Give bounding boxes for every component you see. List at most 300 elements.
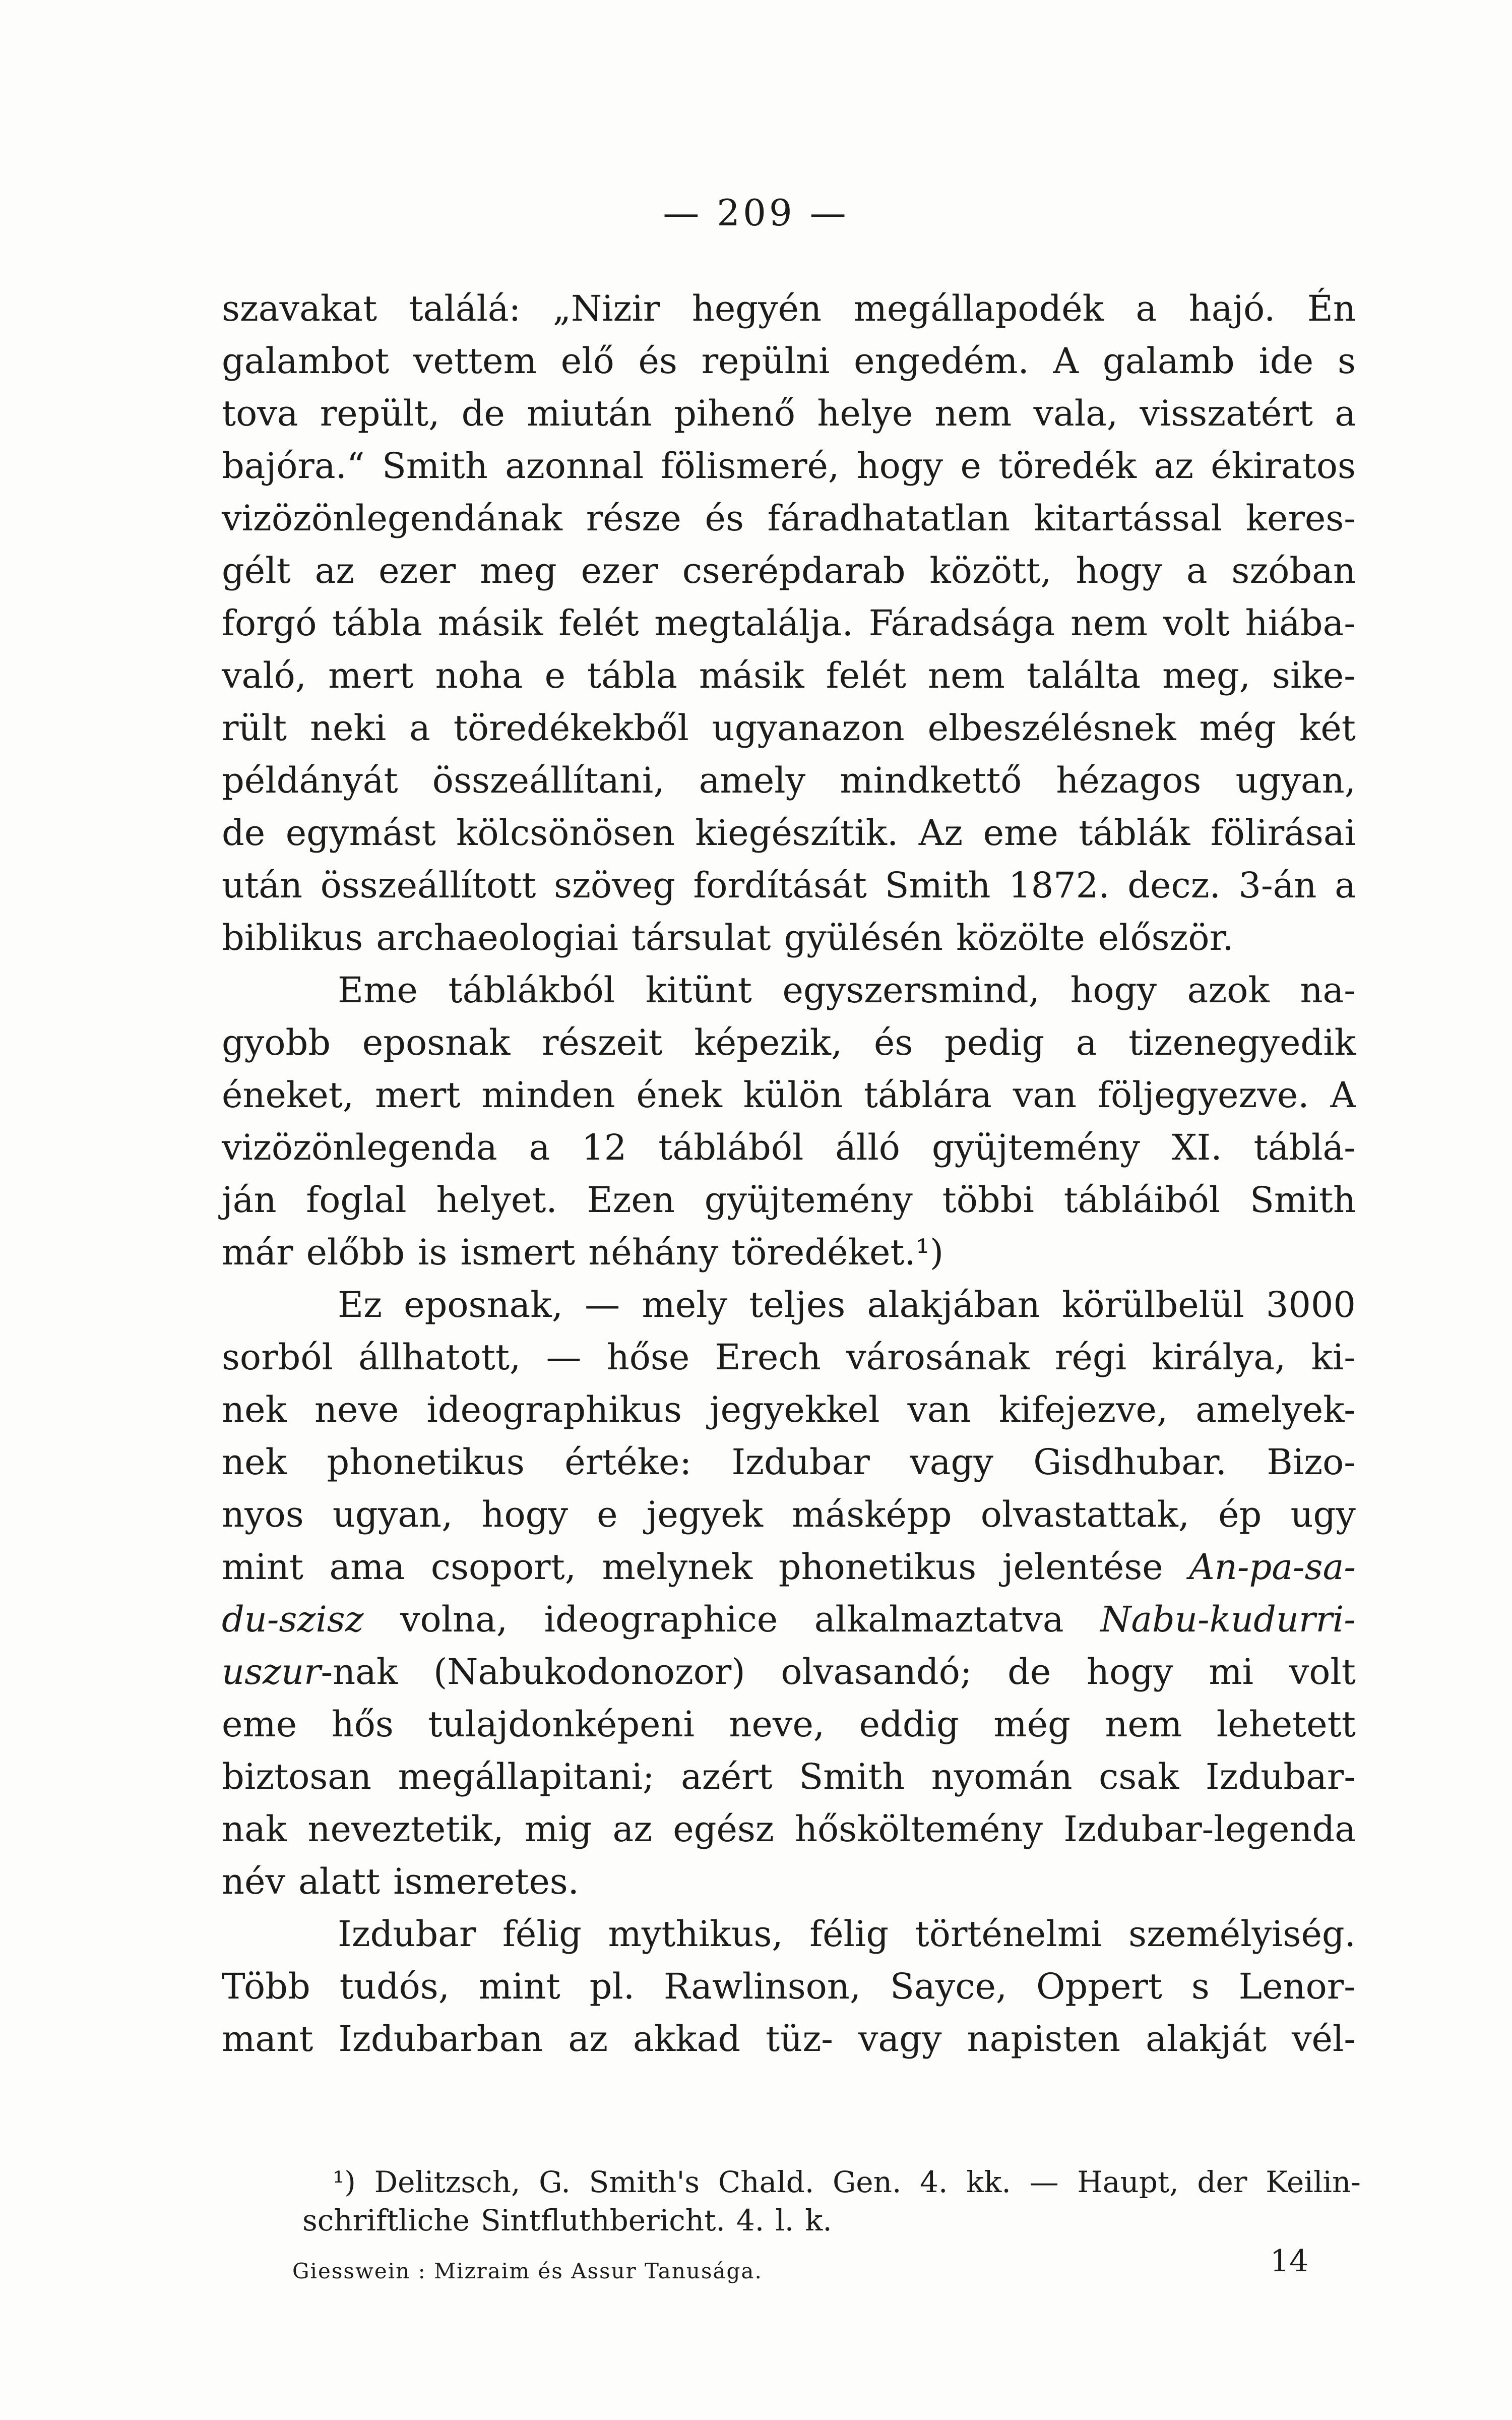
word: megtalálja. — [654, 602, 853, 644]
word: mely — [642, 1284, 728, 1325]
word: lehetett — [1216, 1704, 1356, 1745]
word: teljes — [749, 1284, 846, 1325]
word: — — [585, 1284, 620, 1325]
word: kk. — [966, 2165, 1011, 2199]
word: kitartással — [1033, 498, 1222, 539]
word: az — [568, 2018, 608, 2060]
word: és — [873, 1022, 913, 1063]
word: vettem — [413, 340, 537, 382]
word: hajó. — [1188, 288, 1276, 329]
word: Bizo- — [1267, 1441, 1356, 1483]
word: egész — [673, 1808, 774, 1850]
word: az — [1154, 445, 1193, 487]
word: Az — [918, 812, 963, 854]
word: G. — [539, 2165, 571, 2199]
word: A — [1330, 1074, 1356, 1116]
word: eposnak — [362, 1022, 511, 1063]
text-line — [222, 492, 1356, 544]
word: összeállított — [320, 865, 536, 906]
word: Smith — [382, 445, 488, 487]
word: hézagos — [1056, 760, 1202, 801]
word: szavakat — [222, 288, 377, 329]
word: azok — [1187, 970, 1270, 1011]
text-line — [222, 1908, 1356, 1960]
word: nak — [222, 1808, 287, 1850]
word: képezik, — [694, 1022, 843, 1063]
word: vél- — [1291, 2018, 1356, 2060]
word: minden — [481, 1074, 615, 1116]
text-line — [222, 335, 1356, 387]
word: azért — [681, 1756, 773, 1797]
text-line — [222, 859, 1356, 912]
text-line — [222, 1803, 1356, 1855]
word: kifejezve, — [998, 1389, 1168, 1430]
word: fölismeré, — [661, 445, 840, 487]
word: Eme — [338, 970, 418, 1011]
word: ama — [329, 1546, 405, 1588]
word: másképp — [792, 1494, 952, 1535]
word: másik — [437, 602, 543, 644]
word: galambot — [222, 340, 390, 382]
text-line — [222, 1698, 1356, 1750]
text-line — [222, 440, 1356, 492]
word: Gen. — [832, 2165, 902, 2199]
word: vizözönlegendának — [222, 498, 562, 539]
word: nyos — [222, 1494, 304, 1535]
text-line — [222, 1541, 1356, 1593]
word: miután — [527, 393, 652, 434]
word: neveztetik, — [307, 1808, 504, 1850]
word: de — [222, 812, 266, 854]
word: név — [222, 1861, 286, 1902]
word: van — [1013, 1074, 1077, 1116]
word: tizenegyedik — [1128, 1022, 1356, 1063]
word: félig — [502, 1913, 582, 1955]
word: — — [1029, 2165, 1059, 2199]
word: mythikus, — [608, 1913, 783, 1955]
word: phonetikus — [778, 1546, 977, 1588]
word: nem — [1070, 602, 1148, 644]
text-line — [222, 544, 1356, 597]
word: decz. — [1127, 865, 1221, 906]
word: mert — [375, 1074, 461, 1116]
word: az — [314, 550, 355, 591]
word: találta — [1026, 655, 1141, 696]
word: Sintfluthbericht. — [480, 2203, 725, 2237]
word: bajóra.“ — [222, 445, 365, 487]
text-line — [222, 649, 1356, 702]
word: ideographikus — [426, 1389, 682, 1430]
word: társulat — [631, 917, 771, 958]
word: meg, — [1162, 655, 1251, 696]
word: nek — [222, 1441, 287, 1483]
word: a — [1136, 288, 1157, 329]
word: városának — [846, 1337, 1030, 1378]
word: elbeszélésnek — [927, 707, 1176, 749]
word: e — [544, 655, 565, 696]
word: előbb — [306, 1232, 405, 1273]
word: volna, — [400, 1599, 508, 1640]
word: a — [1186, 550, 1208, 591]
word: hogy — [1087, 1651, 1173, 1692]
word: töredékekből — [453, 707, 689, 749]
word: Ezen — [587, 1179, 675, 1221]
word: és — [705, 498, 744, 539]
text-line — [222, 1855, 1356, 1908]
word: először. — [1098, 917, 1234, 958]
word: e — [960, 445, 981, 487]
word: nek — [222, 1389, 287, 1430]
word: mint — [222, 1546, 303, 1588]
word: Haupt, — [1077, 2165, 1179, 2199]
word: másik — [699, 655, 804, 696]
word: schriftliche — [302, 2203, 470, 2237]
word: elő — [560, 340, 614, 382]
word: neve, — [729, 1704, 825, 1745]
word: egymást — [285, 812, 436, 854]
word: tova — [222, 393, 298, 434]
text-line — [222, 754, 1356, 807]
word: Izdubar — [731, 1441, 870, 1483]
word: Erech — [715, 1337, 821, 1378]
word: Delitzsch, — [374, 2165, 521, 2199]
text-line — [222, 1750, 1356, 1803]
word: forgó — [222, 602, 317, 644]
word: gyobb — [222, 1022, 331, 1063]
word: álló — [835, 1127, 900, 1168]
text-line — [222, 1279, 1356, 1331]
word: két — [1299, 707, 1356, 749]
word: hőse — [606, 1337, 690, 1378]
text-line — [222, 1436, 1356, 1488]
word: való, — [222, 655, 307, 696]
word: der — [1197, 2165, 1247, 2199]
word: engedém. — [854, 340, 1029, 382]
word: a — [409, 707, 430, 749]
word: hiába- — [1245, 602, 1356, 644]
text-line — [222, 1593, 1356, 1646]
word: mi — [1209, 1651, 1254, 1692]
word: még — [1199, 707, 1277, 749]
word: Ez — [338, 1284, 382, 1325]
word: mant — [222, 2018, 313, 2060]
word: 1872. — [1009, 865, 1110, 906]
word: Smith — [1249, 1179, 1356, 1221]
word: ezer — [379, 550, 456, 591]
word: állhatott, — [358, 1337, 521, 1378]
word: régi — [1055, 1337, 1127, 1378]
word: tulajdonképeni — [428, 1704, 695, 1745]
word: amelyek- — [1195, 1389, 1356, 1430]
word: cserépdarab — [682, 550, 906, 591]
word: Smith — [885, 865, 991, 906]
word: archaeologiai — [376, 917, 618, 958]
word: amely — [699, 760, 806, 801]
word: hogy — [481, 1494, 569, 1535]
word: ide — [1258, 340, 1314, 382]
word: felét — [826, 655, 906, 696]
word: foglal — [306, 1179, 407, 1221]
text-line — [222, 1016, 1356, 1069]
word: napisten — [967, 2018, 1121, 2060]
word: Oppert — [1036, 1966, 1162, 2007]
word: mint — [478, 1966, 560, 2007]
word: tüz- — [766, 2018, 833, 2060]
word: jelentése — [1002, 1546, 1163, 1588]
word: Smith's — [589, 2165, 700, 2199]
word: még — [993, 1704, 1070, 1745]
word: tábla — [587, 655, 677, 696]
word: sike- — [1272, 655, 1356, 696]
word: a — [1335, 393, 1356, 434]
word: sorból — [222, 1337, 333, 1378]
word: alatt — [298, 1861, 381, 1902]
word: csak — [1099, 1756, 1179, 1797]
text-line — [222, 2013, 1356, 2065]
word: de — [1007, 1651, 1051, 1692]
word: pedig — [944, 1022, 1045, 1063]
word: s — [1191, 1966, 1210, 2007]
text-line — [222, 597, 1356, 649]
word: 4. — [736, 2203, 765, 2237]
word: eposnak, — [404, 1284, 563, 1325]
word: gélt — [222, 550, 291, 591]
word: följegyezve. — [1098, 1074, 1309, 1116]
word: ép — [1218, 1494, 1262, 1535]
word: eddig — [859, 1704, 959, 1745]
word: nem — [927, 655, 1005, 696]
word: nyomán — [931, 1756, 1073, 1797]
word: többi — [942, 1179, 1034, 1221]
word: melynek — [602, 1546, 753, 1588]
word: hogy — [1076, 550, 1162, 591]
text-line — [222, 1331, 1356, 1383]
word: azonnal — [505, 445, 644, 487]
text-line — [222, 964, 1356, 1016]
word: A — [1053, 340, 1079, 382]
word: értéke: — [564, 1441, 692, 1483]
word: már — [222, 1232, 293, 1273]
word: alakját — [1146, 2018, 1267, 2060]
word: Én — [1307, 288, 1356, 329]
word: olvastattak, — [980, 1494, 1189, 1535]
word: éneket, — [222, 1074, 354, 1116]
text-line — [222, 1960, 1356, 2013]
word: 3-án — [1238, 865, 1317, 906]
word: között, — [929, 550, 1052, 591]
word: e — [597, 1494, 618, 1535]
word: külön — [743, 1074, 843, 1116]
word: fordítását — [693, 865, 867, 906]
word: gyüjtemény — [931, 1127, 1140, 1168]
word: (Nabukodonozor) — [433, 1651, 745, 1692]
word: példányát — [222, 760, 398, 801]
word: kiegészítik. — [695, 812, 899, 854]
word: alakjában — [867, 1284, 1040, 1325]
word: ugyan, — [332, 1494, 453, 1535]
text-line — [222, 282, 1356, 335]
word: van — [907, 1389, 971, 1430]
word: hős — [331, 1704, 394, 1745]
word: ugyan, — [1235, 760, 1356, 801]
word: vizözönlegenda — [222, 1127, 497, 1168]
word: szöveg — [554, 865, 675, 906]
word: neki — [309, 707, 387, 749]
word: hegyén — [691, 288, 822, 329]
word: Izdubar- — [1205, 1756, 1356, 1797]
text-line — [222, 1488, 1356, 1541]
word: jegyekkel — [709, 1389, 880, 1430]
footnote-line — [302, 2163, 1361, 2201]
word: ismert — [460, 1232, 576, 1273]
word: csoport, — [430, 1546, 576, 1588]
text-line — [222, 807, 1356, 859]
text-line — [222, 1174, 1356, 1226]
word: közölte — [956, 917, 1085, 958]
word: a — [1335, 865, 1356, 906]
word: ki- — [1311, 1337, 1356, 1378]
word: hogy — [856, 445, 943, 487]
text-line — [222, 1069, 1356, 1121]
word: pihenő — [674, 393, 796, 434]
word: az — [612, 1808, 653, 1850]
word: 3000 — [1266, 1284, 1356, 1325]
word: vagy — [858, 2018, 942, 2060]
word: hogy — [1070, 970, 1157, 1011]
word: Több — [222, 1966, 310, 2007]
word: visszatért — [1140, 393, 1313, 434]
signature-number: 14 — [1270, 2244, 1309, 2279]
word: biztosan — [222, 1756, 372, 1797]
word: Chald. — [718, 2165, 814, 2199]
word: néhány — [588, 1232, 719, 1273]
word: repülni — [701, 340, 830, 382]
word: töredék — [998, 445, 1137, 487]
word: neve — [314, 1389, 399, 1430]
word: hősköltemény — [794, 1808, 1043, 1850]
word: mert — [328, 655, 414, 696]
text-line — [222, 387, 1356, 440]
word: fölirásai — [1210, 812, 1356, 854]
text-line — [222, 702, 1356, 754]
word: de — [461, 393, 505, 434]
word: a — [529, 1127, 550, 1168]
text-line — [222, 1383, 1356, 1436]
word: ideographice — [544, 1599, 778, 1640]
footnote — [302, 2163, 1361, 2240]
word: Rawlinson, — [663, 1966, 861, 2007]
word: noha — [435, 655, 523, 696]
word: ének — [636, 1074, 722, 1116]
text-line — [222, 1121, 1356, 1174]
word: uszur-nak — [222, 1651, 398, 1692]
word: ján — [222, 1179, 277, 1221]
word: táblára — [863, 1074, 992, 1116]
word: személyiség. — [1128, 1913, 1356, 1955]
word: ékiratos — [1211, 445, 1356, 487]
word: Fáradsága — [868, 602, 1055, 644]
word: vala, — [1033, 393, 1118, 434]
word: ezer — [581, 550, 658, 591]
word: ugyanazon — [712, 707, 905, 749]
word: mig — [524, 1808, 592, 1850]
word: táblá- — [1253, 1127, 1356, 1168]
word: pl. — [589, 1966, 635, 2007]
word: meg — [480, 550, 557, 591]
word: nem — [934, 393, 1012, 434]
word: 4. — [920, 2165, 948, 2199]
word: kölcsönösen — [456, 812, 675, 854]
word: kitünt — [645, 970, 752, 1011]
footnote-line — [302, 2201, 1361, 2240]
word: Keilin- — [1266, 2165, 1361, 2199]
word: An-pa-sa- — [1189, 1546, 1356, 1588]
word: s — [1337, 340, 1356, 382]
word: du-szisz — [222, 1599, 364, 1640]
word: Nabu-kudurri- — [1100, 1599, 1356, 1640]
word: gyülésén — [784, 917, 943, 958]
word: Lenor- — [1238, 1966, 1356, 2007]
word: galamb — [1102, 340, 1235, 382]
word: repült, — [320, 393, 440, 434]
text-line — [222, 912, 1356, 964]
word: rült — [222, 707, 287, 749]
word: vagy — [910, 1441, 993, 1483]
word: megállapitani; — [398, 1756, 655, 1797]
page-number: — 209 — — [663, 192, 849, 234]
word: XI. — [1171, 1127, 1222, 1168]
word: táblából — [658, 1127, 804, 1168]
word: gyüjtemény — [704, 1179, 913, 1221]
word: Izdubarban — [338, 2018, 543, 2060]
word: szóban — [1231, 550, 1356, 591]
word: egyszersmind, — [782, 970, 1040, 1011]
word: volt — [1289, 1651, 1356, 1692]
word: helyet. — [436, 1179, 557, 1221]
word: tábláiból — [1063, 1179, 1221, 1221]
text-line — [222, 1226, 1356, 1279]
word: után — [222, 865, 303, 906]
word: összeállítani, — [432, 760, 665, 801]
word: „Nizir — [552, 288, 660, 329]
word: akkad — [633, 2018, 741, 2060]
word: biblikus — [222, 917, 363, 958]
word: jegyek — [646, 1494, 764, 1535]
body-text — [222, 282, 1356, 2065]
word: olvasandó; — [781, 1651, 972, 1692]
word: phonetikus — [327, 1441, 525, 1483]
word: töredéket.¹) — [731, 1232, 944, 1273]
printer-signature: Giesswein : Mizraim és Assur Tanusága. — [292, 2259, 763, 2283]
word: részeit — [541, 1022, 663, 1063]
word: királya, — [1152, 1337, 1286, 1378]
word: Izdubar — [338, 1913, 476, 1955]
word: és — [638, 340, 677, 382]
word: körülbelül — [1062, 1284, 1244, 1325]
word: Smith — [799, 1756, 905, 1797]
word: ugy — [1290, 1494, 1356, 1535]
word: — — [546, 1337, 582, 1378]
word: találá: — [409, 288, 521, 329]
word: nem — [1105, 1704, 1182, 1745]
word: ismeretes. — [393, 1861, 579, 1902]
word: alkalmaztatva — [814, 1599, 1064, 1640]
word: na- — [1300, 970, 1356, 1011]
word: a — [1076, 1022, 1097, 1063]
word: történelmi — [915, 1913, 1102, 1955]
word: keres- — [1245, 498, 1356, 539]
text-line — [222, 1646, 1356, 1698]
